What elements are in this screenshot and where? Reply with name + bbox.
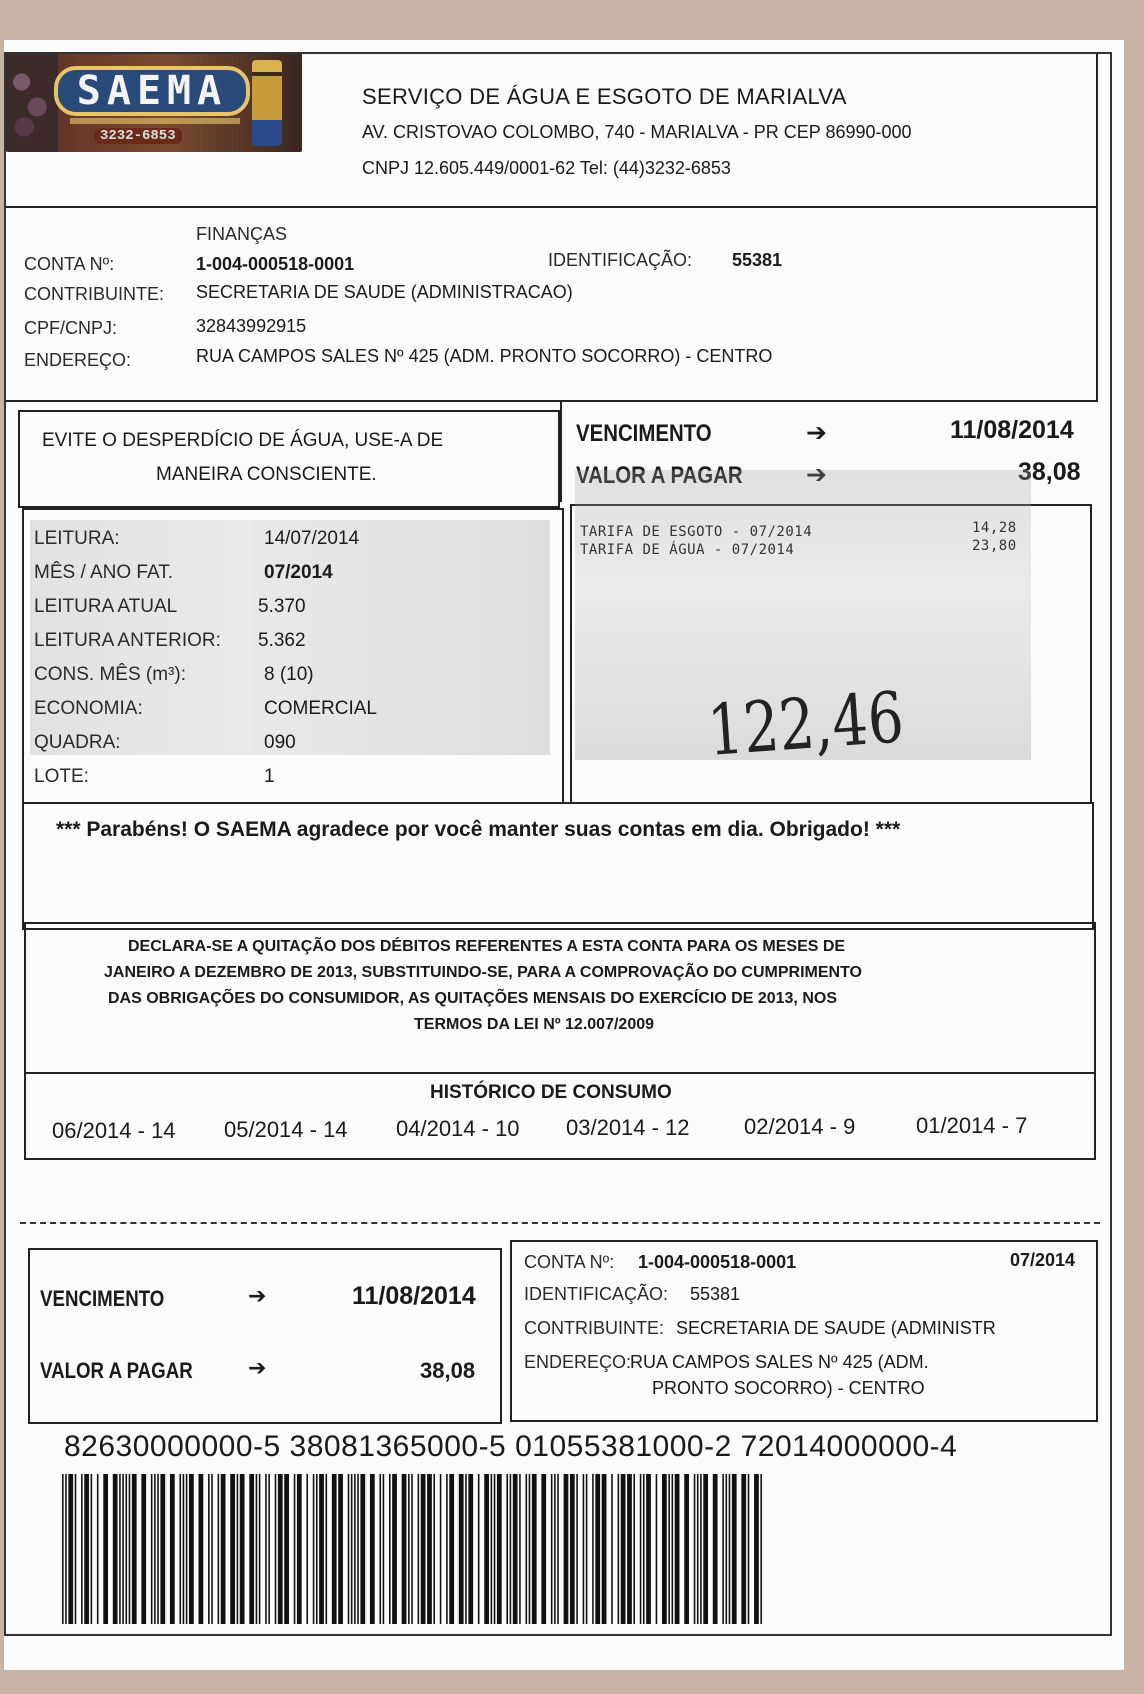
stub-address-label: ENDEREÇO: [524,1352,632,1372]
department: FINANÇAS [196,224,288,244]
declaration-line2: JANEIRO A DEZEMBRO DE 2013, SUBSTITUINDO-SE, PARA A COMPROVAÇÃO DO CUMPRIMENTO [104,964,862,981]
contributor-label: CONTRIBUINTE: [24,284,165,304]
declaration-line1: DECLARA-SE A QUITAÇÃO DOS DÉBITOS REFERENTES A ESTA CONTA PARA OS MESES DE [128,938,846,955]
stub-due-label: VENCIMENTO [40,1286,165,1311]
reading-label: LEITURA ATUAL [34,596,178,617]
logo-wordmark: SAEMA [54,66,250,116]
due-label: VENCIMENTO [576,420,712,447]
stub-address-line2: PRONTO SOCORRO) - CENTRO [652,1378,925,1398]
history-item: 02/2014 - 9 [744,1114,856,1139]
reading-label: MÊS / ANO FAT. [34,562,174,583]
address-value: RUA CAMPOS SALES Nº 425 (ADM. PRONTO SOCORRO) - CENTRO [196,346,773,366]
org-address: AV. CRISTOVAO COLOMBO, 740 - MARIALVA - PR CEP 86990-000 [362,122,912,142]
address-label: ENDEREÇO: [24,350,132,370]
amount-arrow-icon: ➔ [806,460,827,489]
amount-value: 38,08 [1018,458,1081,486]
reading-label: LEITURA ANTERIOR: [34,630,221,651]
declaration-line3: DAS OBRIGAÇÕES DO CONSUMIDOR, AS QUITAÇÕES MENSAIS DO EXERCÍCIO DE 2013, NOS [108,990,837,1007]
reading-value: 5.362 [258,630,306,651]
stub-id-label: IDENTIFICAÇÃO: [524,1284,669,1304]
history-item: 06/2014 - 14 [52,1118,176,1143]
bill-outer-border [4,52,1112,1636]
tariff-water-label: TARIFA DE ÁGUA - 07/2014 [580,542,795,558]
history-item: 03/2014 - 12 [566,1115,690,1140]
stub-amount-arrow-icon: ➔ [248,1356,267,1381]
org-cnpj-tel: CNPJ 12.605.449/0001-62 Tel: (44)3232-6853 [362,158,731,178]
id-label: IDENTIFICAÇÃO: [548,250,693,270]
reading-label: CONS. MÊS (m³): [34,664,186,685]
notice-line2: MANEIRA CONSCIENTE. [156,464,377,485]
barcode-digits: 82630000000-5 38081365000-5 01055381000-2 72014000000-4 [64,1430,958,1463]
account-value: 1-004-000518-0001 [196,254,355,274]
org-name: SERVIÇO DE ÁGUA E ESGOTO DE MARIALVA [362,84,847,109]
stub-address-line1: RUA CAMPOS SALES Nº 425 (ADM. [630,1352,929,1372]
stub-id-value: 55381 [690,1284,741,1304]
stub-amount-label: VALOR A PAGAR [40,1358,193,1383]
history-item: 05/2014 - 14 [224,1117,348,1142]
reading-label: LEITURA: [34,528,120,549]
amount-label: VALOR A PAGAR [576,462,743,489]
reading-label: ECONOMIA: [34,698,143,719]
cpf-value: 32843992915 [196,316,307,336]
stub-account-value: 1-004-000518-0001 [638,1252,797,1272]
reading-value: 8 (10) [264,664,314,685]
contributor-value: SECRETARIA DE SAUDE (ADMINISTRACAO) [196,282,573,302]
stub-contributor-label: CONTRIBUINTE: [524,1318,665,1338]
reading-label: QUADRA: [34,732,121,753]
reading-value: COMERCIAL [264,698,377,719]
reading-value: 07/2014 [264,562,333,583]
logo-phone: 3232-6853 [94,128,182,144]
cpf-label: CPF/CNPJ: [24,318,118,338]
account-label: CONTA Nº: [24,254,115,274]
reading-value: 1 [264,766,275,787]
reading-value: 14/07/2014 [264,528,360,549]
stub-contributor-value: SECRETARIA DE SAUDE (ADMINISTR [676,1318,996,1338]
stub-ref-month: 07/2014 [1010,1250,1076,1270]
history-item: 04/2014 - 10 [396,1116,520,1141]
stub-amount-value: 38,08 [420,1358,476,1383]
stub-account-label: CONTA Nº: [524,1252,615,1272]
due-value: 11/08/2014 [950,416,1074,444]
tariff-sewer-label: TARIFA DE ESGOTO - 07/2014 [580,524,813,540]
notice-line1: EVITE O DESPERDÍCIO DE ÁGUA, USE-A DE [42,430,444,451]
stub-due-arrow-icon: ➔ [248,1284,267,1309]
handwritten-note: 122,46 [705,676,907,772]
reading-label: LOTE: [34,766,89,787]
declaration-line4: TERMOS DA LEI Nº 12.007/2009 [414,1016,655,1033]
history-item: 01/2014 - 7 [916,1113,1028,1138]
reading-value: 090 [264,732,296,753]
reading-value: 5.370 [258,596,306,617]
tariff-water-value: 23,80 [972,538,1017,554]
due-arrow-icon: ➔ [806,418,827,447]
tariff-sewer-value: 14,28 [972,520,1017,536]
thanks-message: *** Parabéns! O SAEMA agradece por você manter suas contas em dia. Obrigado! *** [56,818,901,841]
id-value: 55381 [732,250,783,270]
stub-due-value: 11/08/2014 [352,1282,476,1310]
history-title: HISTÓRICO DE CONSUMO [430,1082,672,1103]
